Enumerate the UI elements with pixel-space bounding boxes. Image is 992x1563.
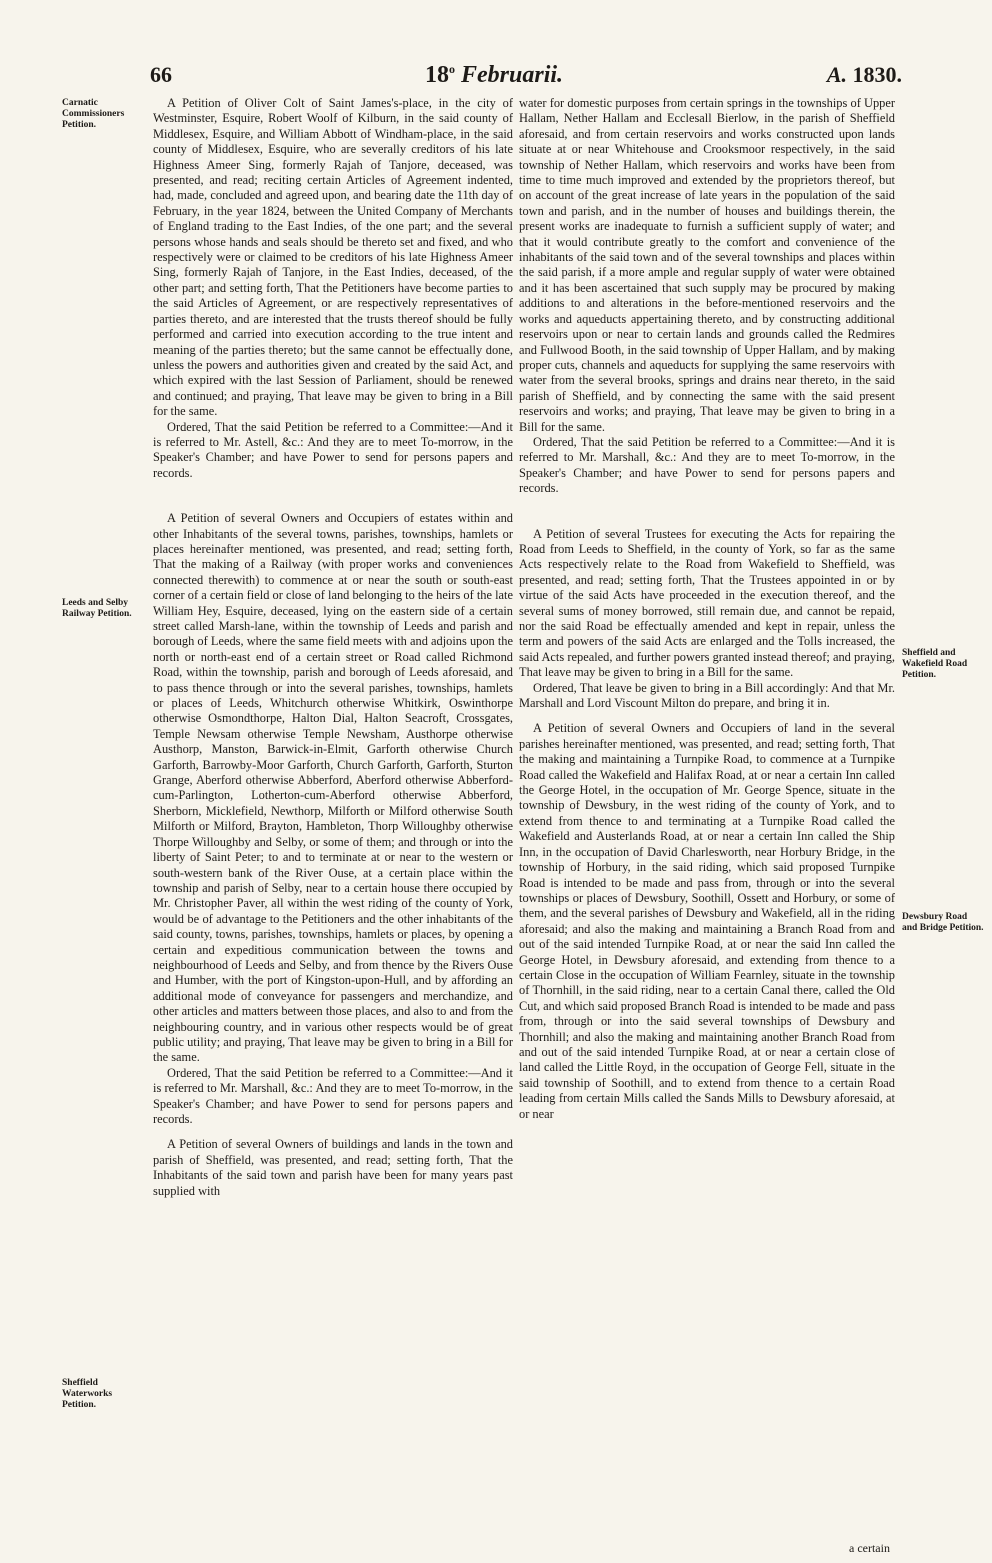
page-number: 66 xyxy=(150,62,172,87)
sheffield-petition-continued: water for domestic purposes from certain springs in the townships of Upper Hallam, Nether Hallam and Ecclesall Bierlow, in the parish of Sheffield aforesaid, and from certain reservoirs and works constructed upon lands situate at or near Whitehouse and Crooksmoor respectively, in the said township of Nether Hallam, which reservoirs and works have been from time to time much improved and extended by the proprietors thereof, but on account of the great increase of late years in the population of the said town and parish, and in the number of houses and buildings therein, the present works are inadequate to furnish a sufficient supply of water; and that it would contribute greatly to the comfort and convenience of the inhabitants of the said town and of the several townships and places within the said parish, if a more ample and regular supply of water were obtained and it has been ascertained that such supply may be procured by making additions to and alterations in the before-mentioned reservoirs and the works and aqueducts appertaining thereto, and by constructing additional reservoirs upon or near to certain lands and grounds called the Redmires and Fullwood Booth, in the said township of Upper Hallam, and by making proper cuts, channels and aqueducts for supplying the same reservoirs with water from the several brooks, springs and drains near thereto, in the said parish of Sheffield, and by connecting the same with the said present reservoirs and works; and praying, That leave may be given to bring in a Bill for the same. xyxy=(519,96,895,434)
margin-note-dewsbury: Dewsbury Road and Bridge Petition. xyxy=(902,912,984,933)
margin-note-sheffield-waterworks: Sheffield Waterworks Petition. xyxy=(62,1378,113,1410)
catchword: a certain xyxy=(849,1541,890,1555)
page-year xyxy=(827,62,902,88)
road-order: Ordered, That leave be given to bring in a Bill accordingly: And that Mr. Marshall and Lord Viscount Milton do prepare, and bring it in. xyxy=(519,680,895,711)
left-column xyxy=(153,96,513,1199)
page-header xyxy=(150,62,902,96)
margin-note-sheffield-wakefield: Sheffield and Wakefield Road Petition. xyxy=(902,648,968,680)
leeds-selby-petition: A Petition of several Owners and Occupiers of estates within and other Inhabitants of the several towns, parishes, townships, hamlets or places hereinafter mentioned, was presented, and read; setting forth, That the making of a Railway (with proper works and conveniences connected therewith) to commence at or near the south or south-east corner of a certain field or close of land belonging to the heirs of the late William Hey, Esquire, deceased, lying on the eastern side of a certain street called Marsh-lane, within the township of Leeds and parish and borough of Leeds, where the same field meets with and adjoins upon the north or north-east end of a certain street or Road called Richmond Road, within the township, parish and borough of Leeds aforesaid, and to pass thence through or into the several parishes, townships, hamlets or places of Leeds, Whitchurch otherwise Whitkirk, Oswinthorpe otherwise Osmondthorpe, Halton Dial, Halton Seacroft, Crossgates, Temple Newsam otherwise Temple Newsham, Austhorpe otherwise Austhorp, Manston, Barwick-in-Elmit, Garforth otherwise Church Garforth, Barrowby-Moor Garforth, Church Garforth, Garforth, Sturton Grange, Aberford otherwise Abberford, Aberford otherwise Abberford-cum-Parlington, Lotherton-cum-Aberford otherwise Abberford, Sherborn, Micklefield, Newthorp, Milforth or Milford otherwise South Milforth or Milford, Brayton, Hambleton, Thorp Willoughby otherwise Thorpe Willoughby and Selby, or some of them; and through or into the liberty of Saint Peter; to and to terminate at or near to the western or south-western bank of the River Ouse, at a certain place within the township and parish of Selby, near to a certain house there occupied by Mr. Christopher Paver, all within the west riding of the county of York, would be of advantage to the Petitioners and the other inhabitants of the said county, towns, parishes, townships, hamlets or places, by opening a certain and expeditious communication between the towns and neighbourhood of Leeds and Selby, and from thence by the Rivers Ouse and Humber, with the port of Kingston-upon-Hull, and by affording an additional mode of conveyance for passengers and merchandize, and other articles and matters between those places, and also to and from the neighbouring country, and in various other respects would be of great public utility; and praying, That leave may be given to bring in a Bill for the same. xyxy=(153,511,513,1065)
margin-note-carnatic: Carnatic Commissioners Petition. xyxy=(62,98,125,130)
dewsbury-petition: A Petition of several Owners and Occupiers of land in the several parishes hereinafter mentioned, was presented, and read; setting forth, That the making and maintaining a Turnpike Road, to commence at a Turnpike Road called the Wakefield and Halifax Road, at or near a certain Inn called the George Hotel, in the occupation of Mr. George Spence, situate in the township of Dewsbury, in the west riding of the county of York, and to extend from thence to and terminating at a Turnpike Road called the Wakefield and Austerlands Road, at or near a certain Inn called the Ship Inn, in the occupation of David Charlesworth, near Horbury Bridge, in the township of Horbury, in the said riding, which said proposed Turnpike Road is intended to be made and pass from, through or into the several townships or places of Dewsbury, Soothill, Ossett and Horbury, or some of them, and the several parishes of Dewsbury and Wakefield, all in the riding aforesaid; and also the making and maintaining a Branch Road from and out of the said intended Turnpike Road, at or near the said Inn called the George Hotel, in Dewsbury aforesaid, and extending from thence to a certain Close in the occupation of William Fearnley, situate in the township of Thornhill, in the said riding, near to a certain Canal there, called the Old Cut, and which said proposed Branch Road is intended to be made and pass from, through or into the said several townships of Dewsbury and Thornhill; and also the making and maintaining another Branch Road from and out of the said intended Turnpike Road, at or near a certain close of land called the Little Royd, in the occupation of George Fell, situate in the said township of Soothill, and to extend from thence to a certain Road leading from certain Mills called the Sands Mills to Dewsbury aforesaid, at or near xyxy=(519,721,895,1121)
carnatic-petition: A Petition of Oliver Colt of Saint James's-place, in the city of Westminster, Esquire, Robert Woolf of Kilburn, in the said county of Middlesex, Esquire, and William Abbott of Windham-place, in the said county of Middlesex, Esquire, who are severally creditors of his late Highness Ameer Sing, formerly Rajah of Tanjore, deceased, was presented, and read; reciting certain Articles of Agreement indented, had, made, concluded and agreed upon, and bearing date the 11th day of February, in the year 1824, between the United Company of Merchants of England trading to the East Indies, of the one part; and the several persons whose hands and seals should be thereto set and fixed, and who respectively were or claimed to be creditors of his late Highness Ameer Sing, formerly Rajah of Tanjore, in the East Indies, deceased, of the other part; and setting forth, That the Petitioners have become parties to the said Articles of Agreement, or are respectively representatives of parties thereto, and are interested that the trusts thereof should be fully performed and carried into execution according to the true intent and meaning of the parties thereto; but the same cannot be effectually done, unless the powers and authorities given and created by the said Act, and which expired with the last Session of Parliament, should be renewed and continued; and praying, That leave may be given to bring in a Bill for the same. xyxy=(153,96,513,419)
date-superscript: o xyxy=(449,62,455,76)
right-column xyxy=(519,96,895,1122)
page-date xyxy=(425,62,563,89)
date-day: 18 xyxy=(425,62,449,88)
road-petition: A Petition of several Trustees for executing the Acts for repairing the Road from Leeds to Sheffield, in the county of York, so far as the same Acts respectively relate to the Road from Wakefield to Sheffield, was presented, and read; setting forth, That the Trustees appointed in or by virtue of the said Acts have proceeded in the execution thereof, and the several sums of money borrowed, still remain due, and cannot be repaid, nor the said Road be effectually amended and kept in repair, unless the term and powers of the said Acts are enlarged and the Tolls increased, the said Acts repealed, and further powers granted instead thereof; and praying, That leave may be given to bring in a Bill for the same. xyxy=(519,526,895,680)
carnatic-order: Ordered, That the said Petition be referred to a Committee:—And it is referred to Mr. Astell, &c.: And they are to meet To-morrow, in the Speaker's Chamber; and have Power to send for persons papers and records. xyxy=(153,419,513,480)
date-month: Februarii. xyxy=(461,62,564,88)
sheffield-petition-start: A Petition of several Owners of buildings and lands in the town and parish of Sheffield, was presented, and read; setting forth, That the Inhabitants of the said town and parish have been for many years past supplied with xyxy=(153,1137,513,1198)
margin-note-leeds-selby: Leeds and Selby Railway Petition. xyxy=(62,598,132,619)
year-prefix: A. xyxy=(826,62,847,87)
sheffield-order: Ordered, That the said Petition be referred to a Committee:—And it is referred to Mr. Marshall, &c.: And they are to meet To-morrow, in the Speaker's Chamber; and have Power to send for persons papers and records. xyxy=(519,434,895,496)
year-value: 1830. xyxy=(852,62,902,87)
leeds-selby-order: Ordered, That the said Petition be referred to a Committee:—And it is referred to Mr. Marshall, &c.: And they are to meet To-morrow, in the Speaker's Chamber; and have Power to send for persons papers and records. xyxy=(153,1065,513,1126)
